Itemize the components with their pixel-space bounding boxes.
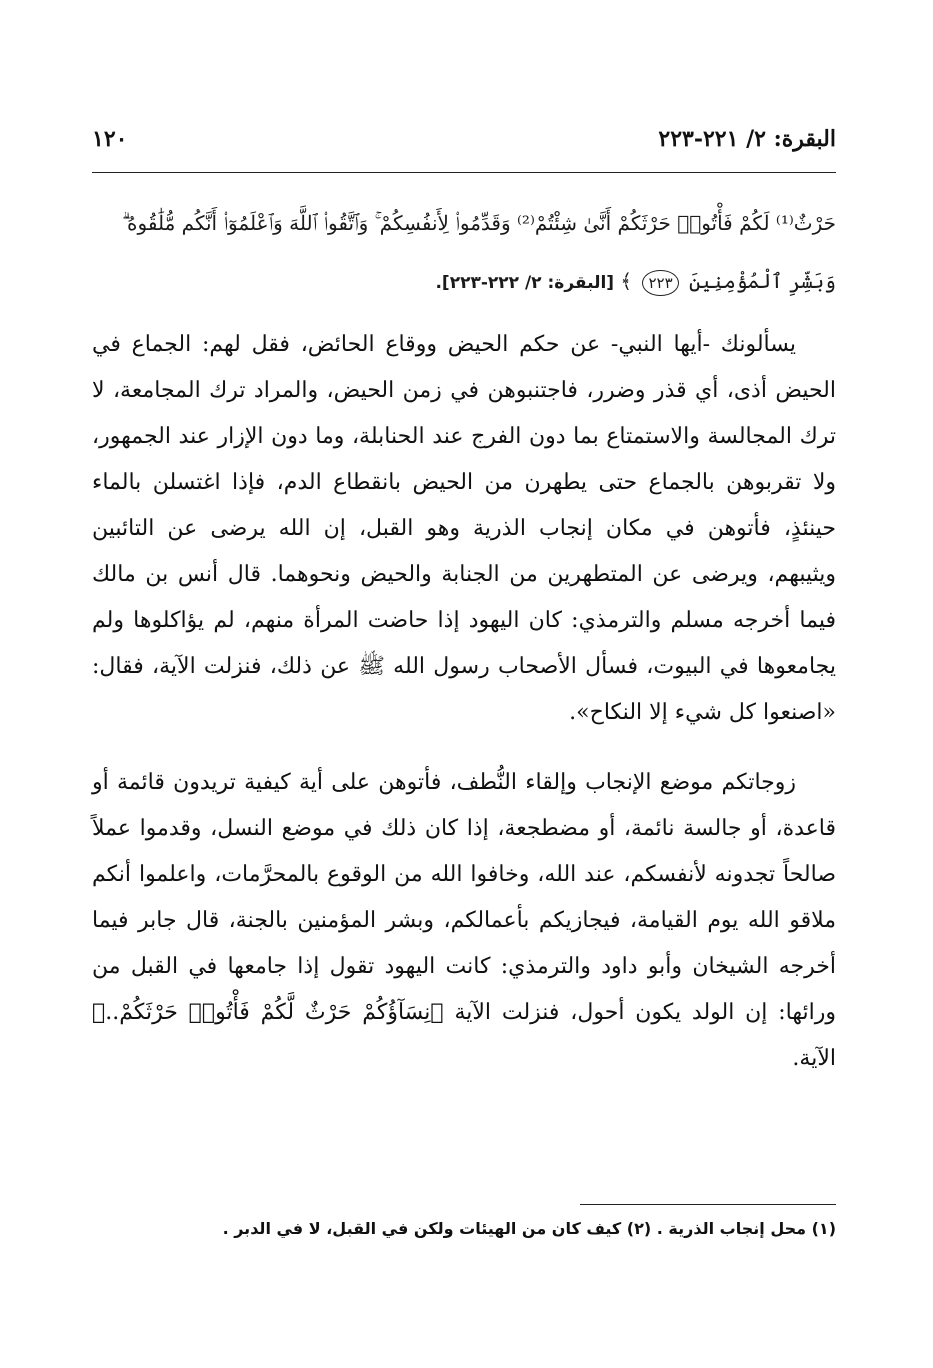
running-header — [92, 120, 836, 164]
paragraph-text: يسألونك -أيها النبي- عن حكم الحيض ووقاع الحائض، فقل لهم: الجماع في الحيض أذى، أي قذر وضرر، فاجتنبوهن في زمن الحيض، والمراد ترك المجامعة، لا ترك المجالسة والاستمتاع بما دون الفرج عند الحنابلة، وما دون الإزار عند الجمهور، ولا تقربوهن بالجماع حتى يطهرن من الحيض بانقطاع الدم، فإذا اغتسلن بالماء حينئذٍ، فأتوهن في مكان إنجاب الذرية وهو القبل، إن الله يرضى عن التائبين ويثيبهم، ويرضى عن المتطهرين من الجنابة والحيض ونحوهما. قال أنس بن مالك فيما أخرجه مسلم والترمذي: كان اليهود إذا حاضت المرأة منهم، لم يؤاكلوها ولم يجامعوها في البيوت، فسأل الأصحاب رسول الله ﷺ عن ذلك، فنزلت الآية، فقال: «اصنعوا كل شيء إلا النكاح». — [92, 332, 836, 725]
verse-closing-bracket: ﴾ — [620, 269, 633, 293]
footnotes: (١) محل إنجاب الذرية . (٢) كيف كان من الهيئات ولكن في القبل، لا في الدبر . — [222, 1219, 836, 1238]
footnote-divider — [580, 1204, 836, 1205]
page-number: ١٢٠ — [92, 126, 128, 152]
quran-verse-block — [92, 194, 836, 312]
commentary-paragraph-1 — [92, 322, 836, 736]
commentary-paragraph-2 — [92, 760, 836, 1082]
verse-line-1: حَرْثٌ⁽¹⁾ لَكُمْ فَأْتُوا۟ حَرْثَكُمْ أَنَّىٰ شِئْتُمْ⁽²⁾ وَقَدِّمُوا۟ لِأَنفُسِكُمْ ۚ وَٱتَّقُوا۟ ٱللَّهَ وَٱعْلَمُوٓا۟ أَنَّكُم مُّلَٰقُوهُ ۗ — [122, 211, 836, 235]
verse-citation: [البقرة: ٢/ ٢٢٢-٢٢٣]. — [435, 273, 615, 293]
surah-reference: البقرة: ٢/ ٢٢١-٢٢٣ — [658, 126, 836, 152]
header-divider — [92, 172, 836, 173]
verse-line-2: وَبَشِّرِ ٱلْمُؤْمِنِينَ — [689, 269, 836, 293]
paragraph-text: زوجاتكم موضع الإنجاب وإلقاء النُّطف، فأتوهن على أية كيفية تريدون قائمة أو قاعدة، أو جالسة نائمة، أو مضطجعة، إذا كان ذلك في موضع النسل، وقدموا عملاً صالحاً تجدونه لأنفسكم، عند الله، وخافوا الله من الوقوع بالمحرَّمات، واعلموا أنكم ملاقو الله يوم القيامة، فيجازيكم بأعمالكم، وبشر المؤمنين بالجنة، قال جابر فيما أخرجه الشيخان وأبو داود والترمذي: كانت اليهود تقول إذا جامعها في القبل من ورائها: إن الولد يكون أحول، فنزلت الآية ﴿نِسَآؤُكُمْ حَرْثٌ لَّكُمْ فَأْتُوا۟ حَرْثَكُمْ..﴾ الآية. — [92, 770, 836, 1071]
ayah-number-marker: ٢٢٣ — [642, 270, 678, 296]
